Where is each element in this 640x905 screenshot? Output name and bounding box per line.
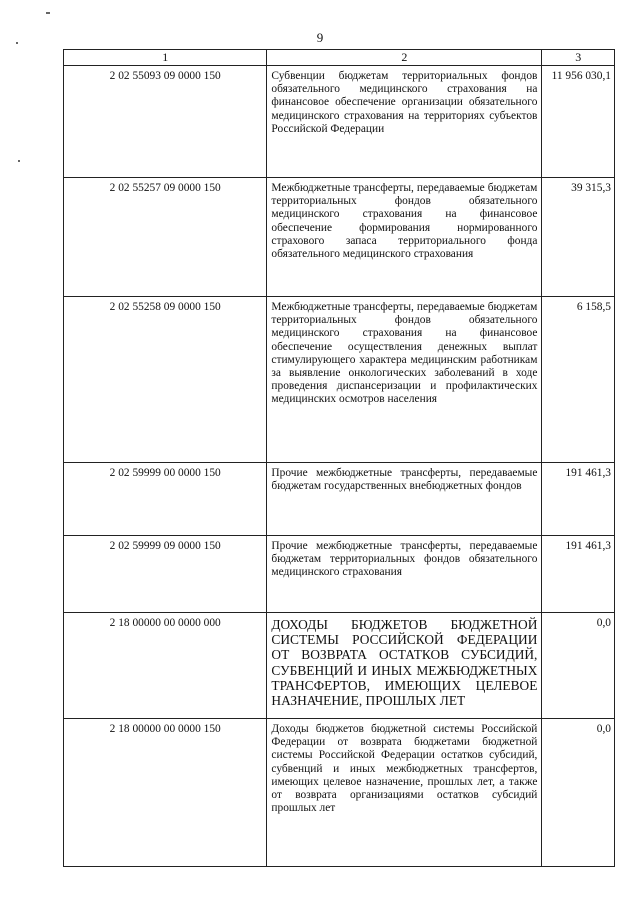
budget-code: 2 18 00000 00 0000 150 [64, 719, 267, 867]
budget-code: 2 18 00000 00 0000 000 [64, 613, 267, 719]
header-col-1: 1 [64, 50, 267, 66]
page-number: 9 [316, 30, 324, 45]
amount: 0,0 [542, 613, 615, 719]
amount: 11 956 030,1 [542, 66, 615, 178]
table-row [64, 613, 615, 719]
budget-code: 2 02 55093 09 0000 150 [64, 66, 267, 178]
amount: 39 315,3 [542, 178, 615, 297]
budget-code: 2 02 55258 09 0000 150 [64, 297, 267, 463]
budget-code: 2 02 55257 09 0000 150 [64, 178, 267, 297]
table-header-row [64, 50, 615, 66]
header-col-3: 3 [542, 50, 615, 66]
table-row [64, 178, 615, 297]
table-row [64, 463, 615, 536]
amount: 0,0 [542, 719, 615, 867]
revenue-table [63, 49, 615, 867]
amount: 191 461,3 [542, 463, 615, 536]
amount: 6 158,5 [542, 297, 615, 463]
revenue-name: Прочие межбюджетные трансферты, передаваемые бюджетам территориальных фондов обязательного медицинского страхования [267, 536, 542, 613]
table-row [64, 66, 615, 178]
budget-code: 2 02 59999 09 0000 150 [64, 536, 267, 613]
revenue-name: Межбюджетные трансферты, передаваемые бюджетам территориальных фондов обязательного медицинского страхования на финансовое обеспечение формирования нормированного страхового запаса территориального фонда обязательного медицинского страхования [267, 178, 542, 297]
revenue-name: Доходы бюджетов бюджетной системы Российской Федерации от возврата бюджетами бюджетной системы Российской Федерации остатков субсидий, субвенций и иных межбюджетных трансфертов, имеющих целевое назначение, прошлых лет, а также от возврата организациями остатков субсидий прошлых лет [267, 719, 542, 867]
revenue-name: ДОХОДЫ БЮДЖЕТОВ БЮДЖЕТНОЙ СИСТЕМЫ РОССИЙСКОЙ ФЕДЕРАЦИИ ОТ ВОЗВРАТА ОСТАТКОВ СУБСИДИЙ, СУБВЕНЦИЙ И ИНЫХ МЕЖБЮДЖЕТНЫХ ТРАНСФЕРТОВ, ИМЕЮЩИХ ЦЕЛЕВОЕ НАЗНАЧЕНИЕ, ПРОШЛЫХ ЛЕТ [267, 613, 542, 719]
table-row [64, 719, 615, 867]
scan-speck [46, 12, 50, 14]
table-row [64, 536, 615, 613]
amount: 191 461,3 [542, 536, 615, 613]
header-col-2: 2 [267, 50, 542, 66]
scan-speck [18, 160, 20, 162]
revenue-name: Межбюджетные трансферты, передаваемые бюджетам территориальных фондов обязательного медицинского страхования на финансовое обеспечение осуществления денежных выплат стимулирующего характера медицинским работникам за выявление онкологических заболеваний в ходе проведения диспансеризации и профилактических медицинских осмотров населения [267, 297, 542, 463]
budget-code: 2 02 59999 00 0000 150 [64, 463, 267, 536]
revenue-name: Прочие межбюджетные трансферты, передаваемые бюджетам государственных внебюджетных фондов [267, 463, 542, 536]
revenue-name: Субвенции бюджетам территориальных фондов обязательного медицинского страхования на финансовое обеспечение организации обязательного медицинского страхования на территориях субъектов Российской Федерации [267, 66, 542, 178]
table-row [64, 297, 615, 463]
